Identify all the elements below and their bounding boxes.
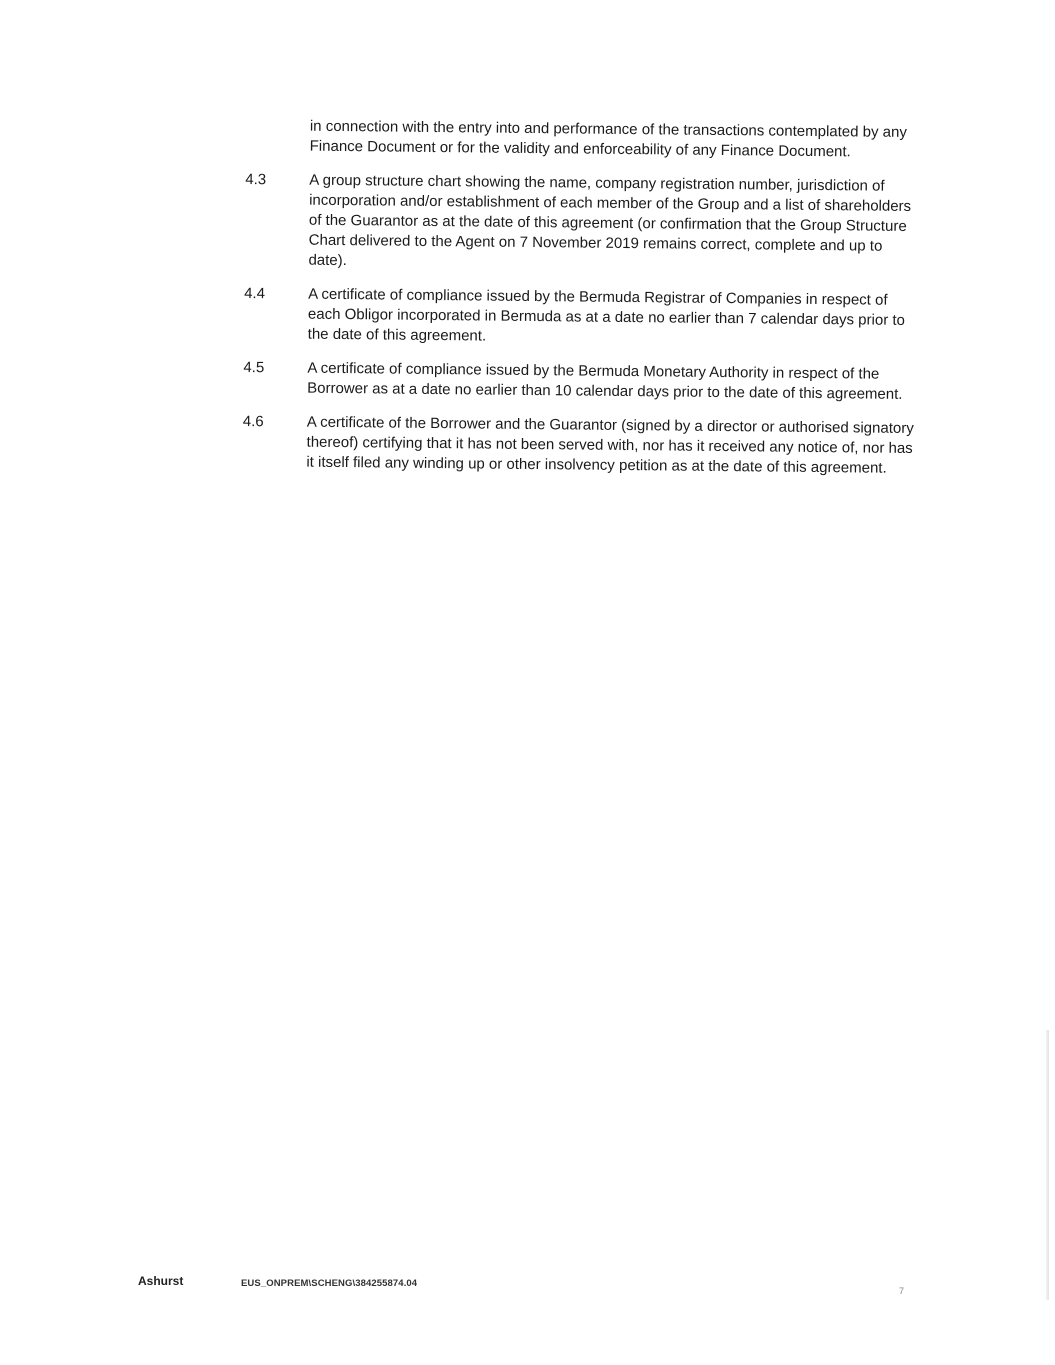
continuation-paragraph: in connection with the entry into and performance of the transactions contemplated by any Finance Document or for the validity and enforceability of any Finance Document. bbox=[309, 117, 907, 161]
footer-page-number: 7 bbox=[899, 1286, 905, 1296]
scan-page-edge-shadow bbox=[1046, 1030, 1049, 1300]
clause-4-4 bbox=[244, 284, 917, 351]
clause-number: 4.6 bbox=[242, 412, 264, 431]
clause-number: 4.4 bbox=[244, 284, 266, 303]
footer-firm-name: Ashurst bbox=[138, 1274, 184, 1288]
clause-4-5 bbox=[243, 358, 915, 405]
clause-text: A certificate of the Borrower and the Guarantor (signed by a director or authorised signatory thereof) certifying that it has not been served with, nor has it received any notice of, nor has it itself filed any winding up or other insolvency petition as at the date of this agreement. bbox=[306, 413, 914, 477]
footer-document-reference: EUS_ONPREM\SCHENG\384255874.04 bbox=[241, 1278, 418, 1289]
clause-4-6 bbox=[242, 412, 915, 479]
clause-4-3 bbox=[244, 170, 917, 277]
document-body bbox=[242, 116, 918, 493]
clause-number: 4.3 bbox=[245, 170, 267, 189]
clause-number: 4.5 bbox=[243, 358, 265, 377]
clause-text: A certificate of compliance issued by the Bermuda Monetary Authority in respect of the Borrower as at a date no earlier than 10 calendar days prior to the date of this agreement. bbox=[307, 359, 903, 403]
clause-text: A certificate of compliance issued by the Bermuda Registrar of Companies in respect of each Obligor incorporated in Bermuda as at a date no earlier than 7 calendar days prior to the date of this agreement. bbox=[307, 285, 906, 345]
clause-text: A group structure chart showing the name, company registration number, jurisdiction of incorporation and/or establishment of each member of the Group and a list of shareholders of the Guarantor as at the date of this agreement (or confirmation that the Group Structure Chart delivered to the Agent on 7 November 2019 remains correct, complete and up to date). bbox=[308, 171, 912, 270]
